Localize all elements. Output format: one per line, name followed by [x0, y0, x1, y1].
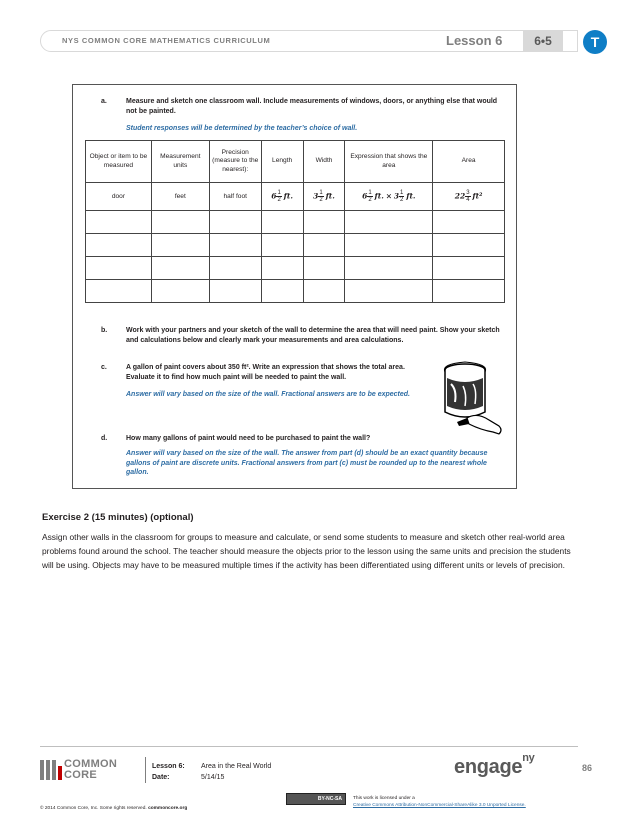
part-c-answer: Answer will vary based on the size of the wall. Fractional answers are to be expected.	[126, 391, 410, 398]
commoncore-link[interactable]: commoncore.org	[148, 806, 188, 811]
header-expression: Expression that shows the area	[345, 141, 433, 183]
common-core-wordmark: COMMON CORE	[64, 758, 118, 781]
part-a-text: Measure and sketch one classroom wall. Include measurements of windows, doors, or anything else that would not be painted.	[126, 98, 498, 115]
area-fraction: $\frac{3}{4}$	[466, 190, 470, 203]
footer-divider	[40, 746, 578, 747]
expr-operator: ×	[385, 191, 392, 201]
area-unit: ft²	[472, 191, 483, 201]
part-d-text: How many gallons of paint would need to be purchased to paint the wall?	[126, 435, 371, 442]
width-whole: 3	[313, 191, 319, 201]
teacher-edition-badge: T	[583, 30, 607, 54]
part-c	[101, 363, 441, 403]
part-c-text: A gallon of paint covers about 350 ft². Write an expression that shows the total area. Evaluate it to find how much paint will be needed to paint the wall.	[126, 364, 405, 381]
license-text: This work is licensed under a Creative Commons Attribution-NonCommercial-ShareAlike 3.0 Unported License.	[353, 796, 526, 808]
header-object: Object or item to be measured	[86, 141, 152, 183]
footer-values: Area in the Real World 5/14/15	[201, 763, 272, 781]
header-length: Length	[261, 141, 303, 183]
cell-precision: half foot	[209, 183, 261, 211]
length-fraction: $\frac{1}{2}$	[277, 190, 281, 203]
expr-b-whole: 3	[393, 191, 400, 201]
table-row	[86, 211, 505, 234]
part-a	[101, 97, 501, 137]
part-a-answer: Student responses will be determined by the teacher’s choice of wall.	[126, 125, 358, 132]
curriculum-title: NYS COMMON CORE MATHEMATICS CURRICULUM	[62, 36, 271, 45]
cell-expression	[345, 183, 433, 211]
part-c-label: c.	[101, 364, 107, 371]
part-b	[101, 326, 501, 348]
copyright-notice: © 2014 Common Core, Inc. Some rights reserved. commoncore.org	[40, 806, 188, 811]
expr-a-unit: ft.	[374, 191, 384, 201]
creative-commons-badge: BY-NC-SA	[286, 793, 346, 805]
cell-units: feet	[151, 183, 209, 211]
table-row	[86, 183, 505, 211]
width-unit: ft.	[325, 191, 335, 201]
expr-b-fraction: $\frac{1}{2}$	[400, 190, 404, 203]
table-header-row	[86, 141, 505, 183]
cell-object: door	[86, 183, 152, 211]
header-area: Area	[433, 141, 505, 183]
lesson-title: Lesson 6	[446, 33, 503, 48]
part-d	[101, 434, 511, 482]
page-number: 86	[582, 763, 593, 773]
table-row	[86, 234, 505, 257]
part-d-label: d.	[101, 435, 108, 442]
cell-length	[261, 183, 303, 211]
paint-can-icon	[437, 360, 507, 440]
table-row	[86, 257, 505, 280]
header-width: Width	[303, 141, 345, 183]
part-d-answer: Answer will vary based on the size of the wall. The answer from part (d) should be an exact quantity because gallons of paint are discrete units. Fractional answers from part (c) must be rounded up to the nearest whole gallon.	[126, 450, 488, 476]
part-b-label: b.	[101, 327, 108, 334]
area-whole: 22	[454, 191, 466, 201]
width-fraction: $\frac{1}{2}$	[319, 190, 323, 203]
measurement-table	[85, 140, 505, 303]
license-link[interactable]: Creative Commons Attribution-NonCommercial-ShareAlike 3.0 Unported License.	[353, 803, 526, 808]
grade-module-badge: 6•5	[523, 30, 563, 52]
expr-a-fraction: $\frac{1}{2}$	[368, 190, 372, 203]
part-b-text: Work with your partners and your sketch of the wall to determine the area that will need paint. Show your sketch and calculations below and clearly mark your measurements and area calculations.	[126, 327, 500, 344]
exercise-2-title: Exercise 2 (15 minutes) (optional)	[42, 512, 194, 523]
cell-area	[433, 183, 505, 211]
engageny-logo: engage$^{ny}$	[454, 752, 535, 778]
exercise-2-body: Assign other walls in the classroom for groups to measure and calculate, or send some students to measure and sketch other real-world area problems found around the school. The teacher should measure the objects prior to the lesson using the same units and precision the students will be using. Objects may have to be measured multiple times if the activity has been differentiated using different units or levels of precision.	[42, 532, 571, 570]
part-a-label: a.	[101, 98, 107, 105]
expr-a-whole: 6	[362, 191, 368, 201]
header-precision: Precision (measure to the nearest):	[209, 141, 261, 183]
footer-separator	[145, 757, 146, 783]
table-row	[86, 280, 505, 303]
footer-labels: Lesson 6: Date:	[152, 763, 185, 781]
expr-b-unit: ft.	[406, 191, 416, 201]
header-units: Measurement units	[151, 141, 209, 183]
cell-width	[303, 183, 345, 211]
length-whole: 6	[271, 191, 277, 201]
length-unit: ft.	[283, 191, 293, 201]
